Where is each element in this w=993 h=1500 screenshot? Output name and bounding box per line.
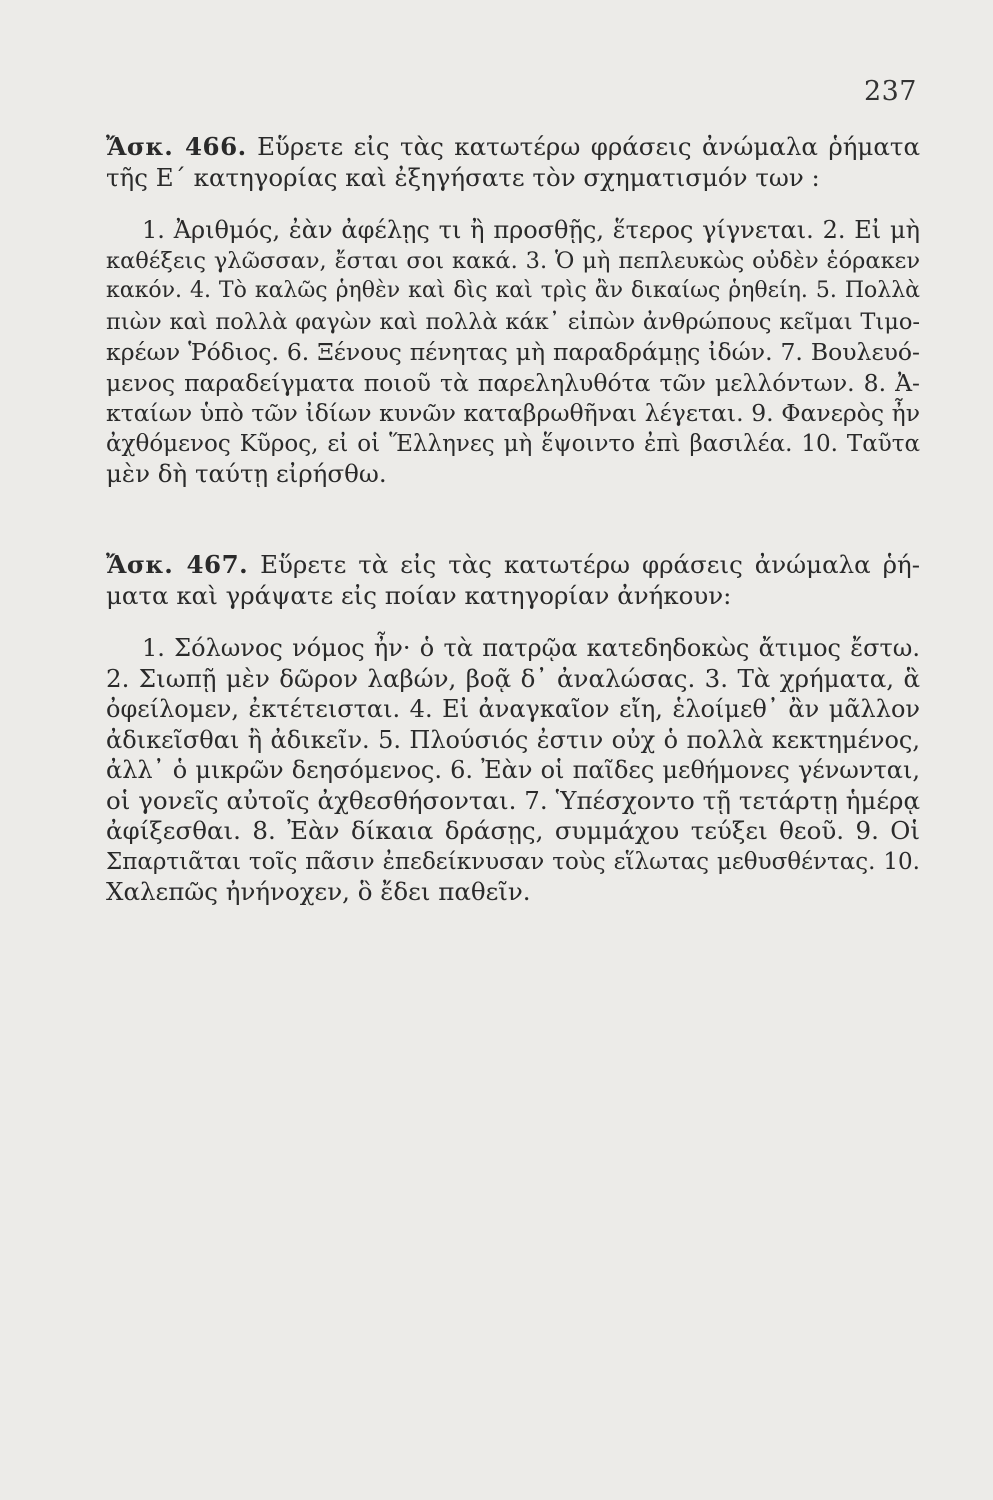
text-line: ἀχθόμενος Κῦρος, εἰ οἱ Ἕλληνες μὴ ἕψοιντο ἐπὶ βασιλέα. 10. Ταῦτα <box>106 430 920 457</box>
paragraph-gap <box>106 193 920 215</box>
text-line: κταίων ὑπὸ τῶν ἰδίων κυνῶν καταβρωθῆναι λέγεται. 9. Φανερὸς ἦν <box>106 399 920 427</box>
text-line: 1. Σόλωνος νόμος ἦν· ὁ τὰ πατρῷα κατεδηδοκὼς ἄτιμος ἔστω. <box>142 634 920 662</box>
text-line: Σπαρτιᾶται τοῖς πᾶσιν ἐπεδείκνυσαν τοὺς εἵλωτας μεθυσθέντας. 10. <box>106 848 920 875</box>
text-line: ἀλλ᾽ ὁ μικρῶν δεησόμενος. 6. Ἐὰν οἱ παῖδες μεθήμονες γένωνται, <box>106 756 920 784</box>
instruction-line: ματα καὶ γράψατε εἰς ποίαν κατηγορίαν ἀνήκουν: <box>106 580 732 610</box>
text-line: ἀδικεῖσθαι ἢ ἀδικεῖν. 5. Πλούσιός ἐστιν οὐχ ὁ πολλὰ κεκτημένος, <box>106 725 920 754</box>
text-line: καθέξεις γλῶσσαν, ἔσται σοι κακά. 3. Ὁ μὴ πεπλευκὼς οὐδὲν ἑόρακεν <box>106 247 920 274</box>
text-line: 1. Ἀριθμός, ἐὰν ἀφέλῃς τι ἢ προσθῇς, ἕτερος γίγνεται. 2. Εἰ μὴ <box>142 216 920 244</box>
text-line: μενος παραδείγματα ποιοῦ τὰ παρεληλυθότα τῶν μελλόντων. 8. Ἀ- <box>106 368 920 397</box>
paragraph-gap <box>106 611 920 633</box>
text-line: ὀφείλομεν, ἐκτέτεισται. 4. Εἰ ἀναγκαῖον εἴη, ἑλοίμεθ᾽ ἂν μᾶλλον <box>106 695 920 723</box>
exercise-466 <box>106 132 920 490</box>
exercise-label: Ἄσκ. 467. <box>106 550 249 579</box>
exercise-467 <box>106 550 920 908</box>
text-line: 2. Σιωπῇ μὲν δῶρον λαβών, βοᾷ δ᾽ ἀναλώσας. 3. Τὰ χρήματα, ἃ <box>106 663 920 693</box>
text-line: ἀφίξεσθαι. 8. Ἐὰν δίκαια δράσῃς, συμμάχου τεύξει θεοῦ. 9. Οἱ <box>106 816 920 845</box>
page-number: 237 <box>863 76 917 107</box>
instruction-line: τῆς Ε΄ κατηγορίας καὶ ἐξηγήσατε τὸν σχηματισμόν των : <box>106 162 820 192</box>
exercise-heading-line <box>106 550 920 581</box>
text-line: Χαλεπῶς ἠνήνοχεν, ὃ ἔδει παθεῖν. <box>106 877 531 906</box>
exercise-label: Ἄσκ. 466. <box>106 132 247 161</box>
exercise-heading-line <box>106 132 920 163</box>
text-line: πιὼν καὶ πολλὰ φαγὼν καὶ πολλὰ κάκ᾽ εἰπὼν ἀνθρώπους κεῖμαι Τιμο- <box>106 308 920 335</box>
text-line: κρέων Ῥόδιος. 6. Ξένους πένητας μὴ παραδράμῃς ἰδών. 7. Βουλευό- <box>106 338 920 366</box>
text-line: οἱ γονεῖς αὐτοῖς ἀχθεσθήσονται. 7. Ὑπέσχοντο τῇ τετάρτῃ ἡμέρᾳ <box>106 785 920 815</box>
text-line: κακόν. 4. Τὸ καλῶς ῥηθὲν καὶ δὶς καὶ τρὶς ἂν δικαίως ῥηθείη. 5. Πολλὰ <box>106 278 920 303</box>
instruction-line: Εὕρετε εἰς τὰς κατωτέρω φράσεις ἀνώμαλα ῥήματα <box>257 132 920 161</box>
instruction-line: Εὕρετε τὰ εἰς τὰς κατωτέρω φράσεις ἀνώμαλα ῥή- <box>260 550 920 579</box>
text-line: μὲν δὴ ταύτῃ εἰρήσθω. <box>106 459 387 488</box>
